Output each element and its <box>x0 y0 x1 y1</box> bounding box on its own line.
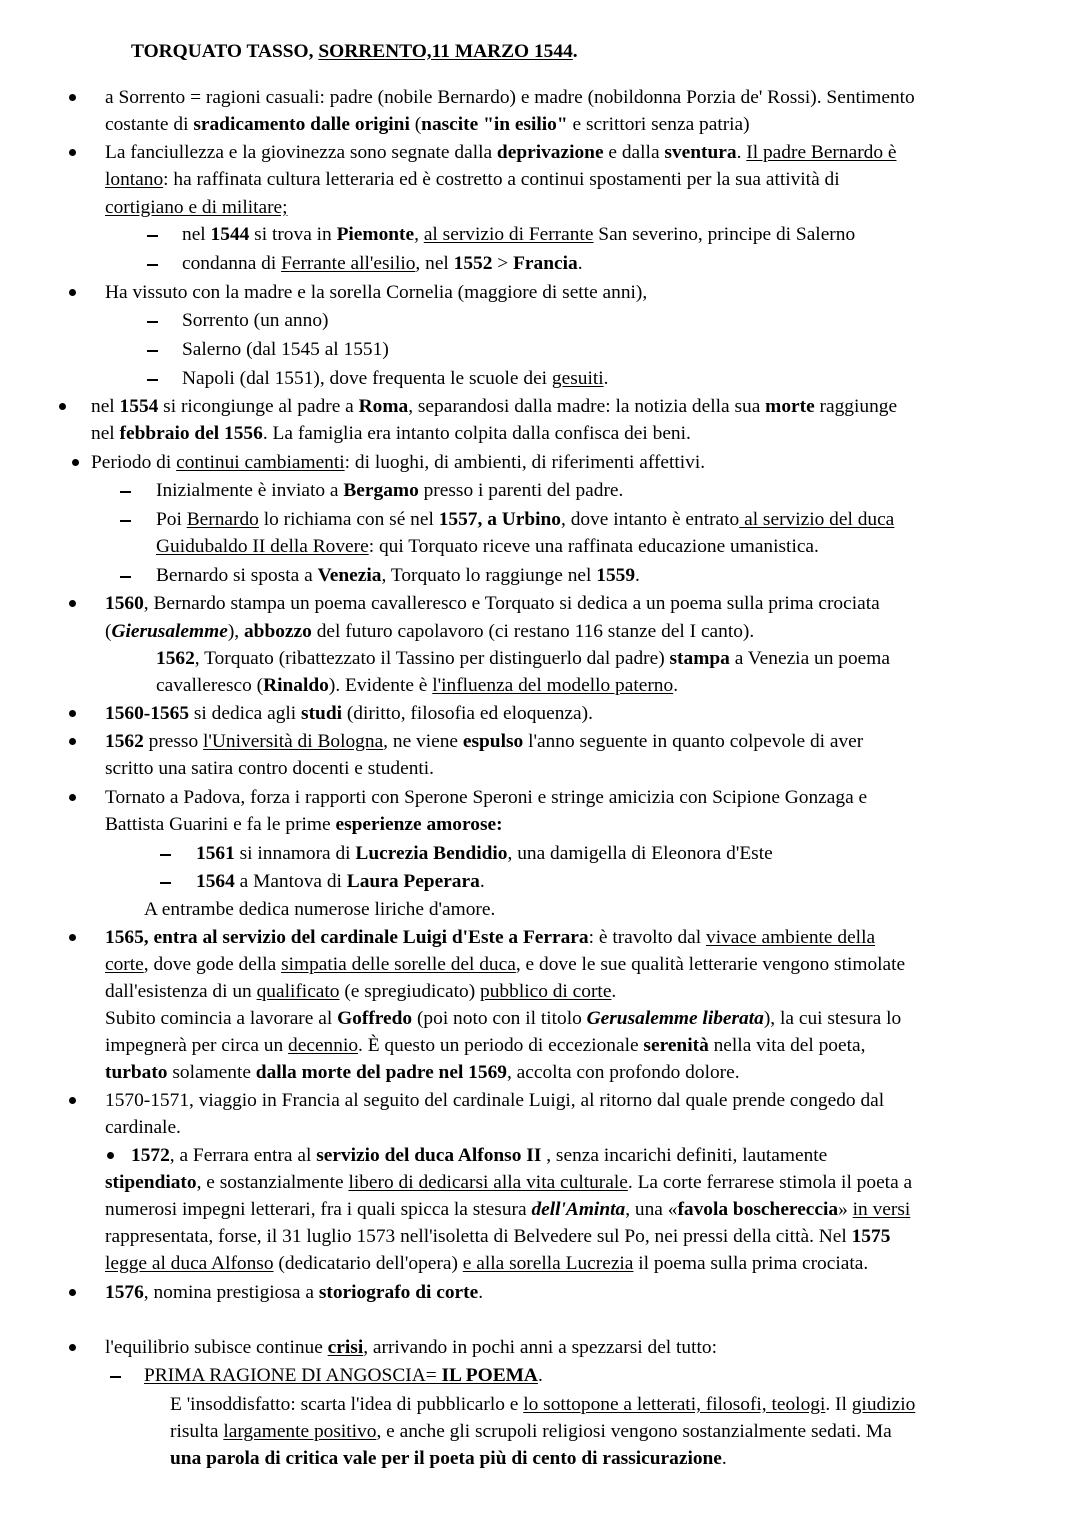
text-line <box>156 477 623 504</box>
bullet-icon <box>69 1289 76 1296</box>
text-run: 1576 <box>105 1282 144 1303</box>
text-run: , Bernardo stampa un poema cavalleresco e Torquato si dedica a un poema sulla prima crociata <box>143 593 880 614</box>
text-run: , una damigella di Eleonora d'Este <box>507 843 773 864</box>
text-run: IL POEMA <box>441 1365 538 1386</box>
text-run: espulso <box>462 731 524 752</box>
text-run: , ne viene <box>383 731 463 752</box>
page-title <box>131 38 578 65</box>
text-run: impegnerà per circa un <box>105 1035 289 1056</box>
text-run: Bernardo si sposta a <box>156 565 318 586</box>
text-line <box>105 1059 740 1086</box>
text-run: ). Evidente è <box>328 675 433 696</box>
dash-icon <box>110 1376 121 1378</box>
dash-icon <box>147 350 158 352</box>
text-run: , una « <box>625 1199 678 1220</box>
text-run: 1544 <box>210 224 250 245</box>
text-line <box>170 1418 892 1445</box>
text-run: , e sostanzialmente <box>196 1172 349 1193</box>
text-line <box>156 533 819 560</box>
text-run: 1562 <box>105 731 144 752</box>
text-run: Lucrezia Bendidio <box>355 843 508 864</box>
text-line <box>105 139 897 166</box>
bullet-icon <box>69 94 76 101</box>
text-run: . <box>537 1365 543 1386</box>
text-line <box>105 1114 181 1141</box>
text-run: a Mantova di <box>234 871 347 892</box>
text-run: A entrambe dedica numerose liriche d'amore. <box>144 899 496 920</box>
text-line <box>105 279 647 306</box>
text-run: giudizio <box>851 1394 916 1415</box>
text-run: Ferrante all'esilio <box>281 253 416 274</box>
text-run: solamente <box>167 1062 256 1083</box>
text-run: . <box>635 565 640 586</box>
dash-icon <box>147 379 158 381</box>
text-run: : è travolto dal <box>588 927 707 948</box>
text-run: si dedica agli <box>189 703 302 724</box>
text-run: Battista Guarini e fa le prime <box>105 814 336 835</box>
text-run: E 'insoddisfatto: scarta l'idea di pubblicarlo e <box>170 1394 524 1415</box>
text-run: risulta <box>170 1421 224 1442</box>
text-run: La fanciullezza e la giovinezza sono segnate dalla <box>105 142 497 163</box>
text-run: , e anche gli scrupoli religiosi vengono sostanzialmente sedati. Ma <box>376 1421 892 1442</box>
text-run: » <box>838 1199 853 1220</box>
text-line <box>144 1362 543 1389</box>
text-run: sradicamento dalle origini <box>193 114 410 135</box>
dash-icon <box>160 854 171 856</box>
bullet-icon <box>69 710 76 717</box>
text-run: 1560 <box>105 593 144 614</box>
text-run: 1564 <box>196 871 235 892</box>
text-run: Gierusalemme <box>111 621 228 642</box>
text-run: morte <box>765 396 815 417</box>
bullet-icon <box>69 149 76 156</box>
text-run: , accolta con profondo dolore. <box>506 1062 740 1083</box>
text-run: favola boschereccia <box>677 1199 839 1220</box>
text-run: , arrivando in pochi anni a spezzarsi del tutto: <box>363 1337 717 1358</box>
text-run: (diritto, filosofia ed eloquenza). <box>342 703 593 724</box>
text-run: libero di dedicarsi alla vita culturale <box>348 1172 628 1193</box>
text-line <box>182 307 328 334</box>
bullet-icon <box>72 459 79 466</box>
text-run: , senza incarichi definiti, lautamente <box>541 1145 828 1166</box>
text-run: Piemonte <box>336 224 415 245</box>
text-run: abbozzo <box>243 621 312 642</box>
text-run: . La famiglia era intanto colpita dalla confisca dei beni. <box>262 423 691 444</box>
text-run: sventura <box>664 142 737 163</box>
text-line <box>105 1087 884 1114</box>
text-run: ( <box>409 114 422 135</box>
text-line <box>105 1005 901 1032</box>
text-run: l'equilibrio subisce continue <box>105 1337 328 1358</box>
text-run: nascite "in esilio" <box>421 114 568 135</box>
text-run: 1561 <box>196 843 235 864</box>
text-run: . <box>673 675 679 696</box>
text-line <box>182 250 583 277</box>
text-run: dalla morte del padre nel 1569 <box>255 1062 507 1083</box>
text-run: l'anno seguente in quanto colpevole di aver <box>523 731 864 752</box>
text-run: gesuiti <box>551 368 604 389</box>
dash-icon <box>160 882 171 884</box>
text-run: vivace ambiente della <box>706 927 876 948</box>
text-run: stampa <box>669 648 730 669</box>
text-run: ), la cui stesura lo <box>763 1008 902 1029</box>
text-run: e scrittori senza patria) <box>567 114 750 135</box>
text-run: . <box>577 253 583 274</box>
text-run: e dalla <box>603 142 665 163</box>
text-line <box>182 365 609 392</box>
text-line <box>105 1169 912 1196</box>
text-line <box>105 755 434 782</box>
text-line <box>105 811 503 838</box>
text-run: Gerusalemme liberata <box>586 1008 764 1029</box>
text-run: stipendiato <box>105 1172 197 1193</box>
text-run: cardinale. <box>105 1117 181 1138</box>
text-run: dell'Aminta <box>531 1199 626 1220</box>
text-line <box>156 672 678 699</box>
text-run: Ha vissuto con la madre e la sorella Cornelia (maggiore di sette anni), <box>105 282 648 303</box>
text-run: corte <box>105 954 144 975</box>
text-run: Tornato a Padova, forza i rapporti con Sperone Speroni e stringe amicizia con Scipione Gonzaga e <box>105 787 868 808</box>
text-run: , nel <box>415 253 454 274</box>
text-run: Francia <box>513 253 578 274</box>
text-run: . Il <box>825 1394 852 1415</box>
text-line <box>105 1196 910 1223</box>
text-run: Periodo di <box>91 452 177 473</box>
text-run: . <box>478 1282 484 1303</box>
text-run: Venezia <box>317 565 382 586</box>
text-run: , <box>414 224 424 245</box>
text-line <box>91 449 705 476</box>
text-run: studi <box>301 703 342 724</box>
text-line <box>105 1223 890 1250</box>
text-run: presso i parenti del padre. <box>418 480 624 501</box>
text-run: Napoli (dal 1551), dove frequenta le scuole dei <box>182 368 552 389</box>
text-run: Poi <box>156 509 187 530</box>
title-period: . <box>572 41 578 62</box>
text-line <box>105 111 750 138</box>
text-run: Bernardo <box>186 509 259 530</box>
text-run: servizio del duca Alfonso II <box>316 1145 542 1166</box>
text-line <box>144 896 495 923</box>
text-run: turbato <box>105 1062 168 1083</box>
text-line <box>91 420 691 447</box>
text-run: (dedicatario dell'opera) <box>273 1253 463 1274</box>
text-line <box>105 700 593 727</box>
text-run: Roma <box>358 396 409 417</box>
text-run: largamente positivo <box>223 1421 377 1442</box>
text-run: . È questo un periodo di eccezionale <box>358 1035 644 1056</box>
text-run: , Torquato lo raggiunge nel <box>381 565 597 586</box>
text-line <box>156 562 640 589</box>
text-line <box>105 1279 483 1306</box>
text-run: 1560-1565 <box>105 703 190 724</box>
text-line <box>105 1032 865 1059</box>
text-run: storiografo di corte <box>318 1282 479 1303</box>
text-run: lontano <box>105 169 164 190</box>
text-line <box>105 590 880 617</box>
dash-icon <box>147 264 158 266</box>
text-run: a Sorrento = ragioni casuali: padre (nobile Bernardo) e madre (nobildonna Porzia de' Rossi). Sentimento <box>105 87 915 108</box>
text-run: . La corte ferrarese stimola il poeta a <box>627 1172 913 1193</box>
text-run: (e spregiudicato) <box>339 981 481 1002</box>
bullet-icon <box>107 1152 114 1159</box>
bullet-icon <box>69 934 76 941</box>
text-run: , a Ferrara entra al <box>169 1145 317 1166</box>
text-line <box>105 951 905 978</box>
text-run: ), <box>227 621 244 642</box>
text-run: presso <box>143 731 204 752</box>
text-line <box>105 166 840 193</box>
text-run: ( <box>105 621 112 642</box>
text-run: Laura Peperara <box>346 871 480 892</box>
text-line <box>170 1445 727 1472</box>
text-run: legge al duca Alfonso <box>105 1253 274 1274</box>
text-run: . <box>611 981 617 1002</box>
text-run: Inizialmente è inviato a <box>156 480 344 501</box>
text-run: serenità <box>643 1035 709 1056</box>
text-run: scritto una satira contro docenti e studenti. <box>105 758 435 779</box>
text-run: . <box>603 368 609 389</box>
text-run: > <box>492 253 514 274</box>
text-run: nel <box>182 224 211 245</box>
text-line <box>105 1250 868 1277</box>
dash-icon <box>147 235 158 237</box>
text-run: crisi <box>327 1337 364 1358</box>
text-line <box>156 645 890 672</box>
text-run: l'influenza del modello paterno <box>432 675 674 696</box>
text-run: continui cambiamenti <box>176 452 345 473</box>
text-run: pubblico di corte <box>480 981 612 1002</box>
text-run: raggiunge <box>814 396 898 417</box>
text-run: Il padre Bernardo è <box>746 142 897 163</box>
text-run: : qui Torquato riceve una raffinata educazione umanistica. <box>368 536 819 557</box>
text-run: numerosi impegni letterari, fra i quali spicca la stesura <box>105 1199 532 1220</box>
text-run: al servizio di Ferrante <box>423 224 594 245</box>
text-line <box>105 978 616 1005</box>
text-run: Goffredo <box>337 1008 413 1029</box>
text-run: cortigiano e di militare; <box>105 197 288 218</box>
text-run: nella vita del poeta, <box>708 1035 866 1056</box>
text-run: Guidubaldo II della Rovere <box>156 536 369 557</box>
bullet-icon <box>69 600 76 607</box>
text-run: lo sottopone a letterati, filosofi, teologi <box>523 1394 826 1415</box>
text-run: al servizio del duca <box>739 509 895 530</box>
text-run: in versi <box>852 1199 911 1220</box>
text-run: il poema sulla prima crociata. <box>633 1253 869 1274</box>
text-run: : ha raffinata cultura letteraria ed è costretto a continui spostamenti per la sua attività di <box>163 169 840 190</box>
text-run: dall'esistenza di un <box>105 981 257 1002</box>
text-line <box>196 868 485 895</box>
text-run: deprivazione <box>496 142 604 163</box>
text-run: febbraio del 1556 <box>119 423 263 444</box>
text-run: 1557, a Urbino <box>438 509 561 530</box>
bullet-icon <box>69 738 76 745</box>
text-run: 1572 <box>131 1145 170 1166</box>
text-run: si trova in <box>249 224 337 245</box>
text-run: , nomina prestigiosa a <box>143 1282 319 1303</box>
text-run: 1575 <box>851 1226 891 1247</box>
text-run: 1554 <box>119 396 159 417</box>
text-run: PRIMA RAGIONE DI ANGOSCIA= <box>144 1365 442 1386</box>
text-line <box>196 840 773 867</box>
text-line <box>105 924 875 951</box>
dash-icon <box>120 576 131 578</box>
text-run: una parola di critica vale per il poeta più di cento di rassicurazione <box>170 1448 722 1469</box>
text-run: cavalleresco ( <box>156 675 264 696</box>
text-run: 1562 <box>156 648 195 669</box>
text-line <box>105 1334 717 1361</box>
text-run: (poi noto con il titolo <box>412 1008 587 1029</box>
text-run: . <box>721 1448 727 1469</box>
text-run: qualificato <box>256 981 340 1002</box>
text-run: : di luoghi, di ambienti, di riferimenti affettivi. <box>344 452 706 473</box>
text-run: a Venezia un poema <box>729 648 890 669</box>
text-line <box>156 506 894 533</box>
text-line <box>105 618 754 645</box>
bullet-icon <box>69 794 76 801</box>
bullet-icon <box>59 403 66 410</box>
dash-icon <box>147 321 158 323</box>
text-run: Sorrento (un anno) <box>182 310 329 331</box>
text-run: Subito comincia a lavorare al <box>105 1008 338 1029</box>
text-run: . <box>736 142 747 163</box>
text-run: esperienze amorose: <box>335 814 503 835</box>
bullet-icon <box>69 1097 76 1104</box>
text-run: 1552 <box>453 253 493 274</box>
text-line <box>170 1391 915 1418</box>
text-run: 1559 <box>596 565 636 586</box>
text-line <box>105 84 915 111</box>
text-run: si ricongiunge al padre a <box>158 396 359 417</box>
text-run: , e dove le sue qualità letterarie vengono stimolate <box>515 954 906 975</box>
text-run: Rinaldo <box>263 675 329 696</box>
text-run: lo richiama con sé nel <box>258 509 439 530</box>
text-line <box>105 194 288 221</box>
text-run: San severino, principe di Salerno <box>593 224 856 245</box>
text-run: e alla sorella Lucrezia <box>462 1253 634 1274</box>
text-run: , dove gode della <box>143 954 282 975</box>
text-run: , dove intanto è entrato <box>561 509 740 530</box>
text-run: del futuro capolavoro (ci restano 116 stanze del I canto). <box>311 621 755 642</box>
bullet-icon <box>69 289 76 296</box>
text-run: rappresentata, forse, il 31 luglio 1573 nell'isoletta di Belvedere sul Po, nei pressi della città. Nel <box>105 1226 852 1247</box>
text-run: 1565, entra al servizio del cardinale Luigi d'Este a Ferrara <box>105 927 589 948</box>
dash-icon <box>120 491 131 493</box>
text-run: , Torquato (ribattezzato il Tassino per distinguerlo dal padre) <box>194 648 670 669</box>
text-run: 1570-1571, viaggio in Francia al seguito del cardinale Luigi, al ritorno dal quale prende congedo dal <box>105 1090 885 1111</box>
title-place-date: SORRENTO,11 MARZO 1544 <box>318 41 573 62</box>
text-line <box>182 221 855 248</box>
text-line <box>182 336 389 363</box>
text-run: costante di <box>105 114 194 135</box>
text-run: si innamora di <box>234 843 356 864</box>
text-line <box>105 728 863 755</box>
text-run: , separandosi dalla madre: la notizia della sua <box>408 396 766 417</box>
text-run: condanna di <box>182 253 282 274</box>
bullet-icon <box>69 1344 76 1351</box>
text-run: l'Università di Bologna <box>203 731 384 752</box>
text-line <box>131 1142 827 1169</box>
text-line <box>91 393 897 420</box>
text-run: simpatia delle sorelle del duca <box>281 954 516 975</box>
text-run: decennio <box>288 1035 359 1056</box>
dash-icon <box>120 520 131 522</box>
text-line <box>105 784 867 811</box>
text-run: . <box>479 871 485 892</box>
text-run: Bergamo <box>343 480 419 501</box>
text-run: Salerno (dal 1545 al 1551) <box>182 339 389 360</box>
title-text: TORQUATO TASSO, <box>131 41 319 62</box>
text-run: nel <box>91 423 120 444</box>
text-run: nel <box>91 396 120 417</box>
